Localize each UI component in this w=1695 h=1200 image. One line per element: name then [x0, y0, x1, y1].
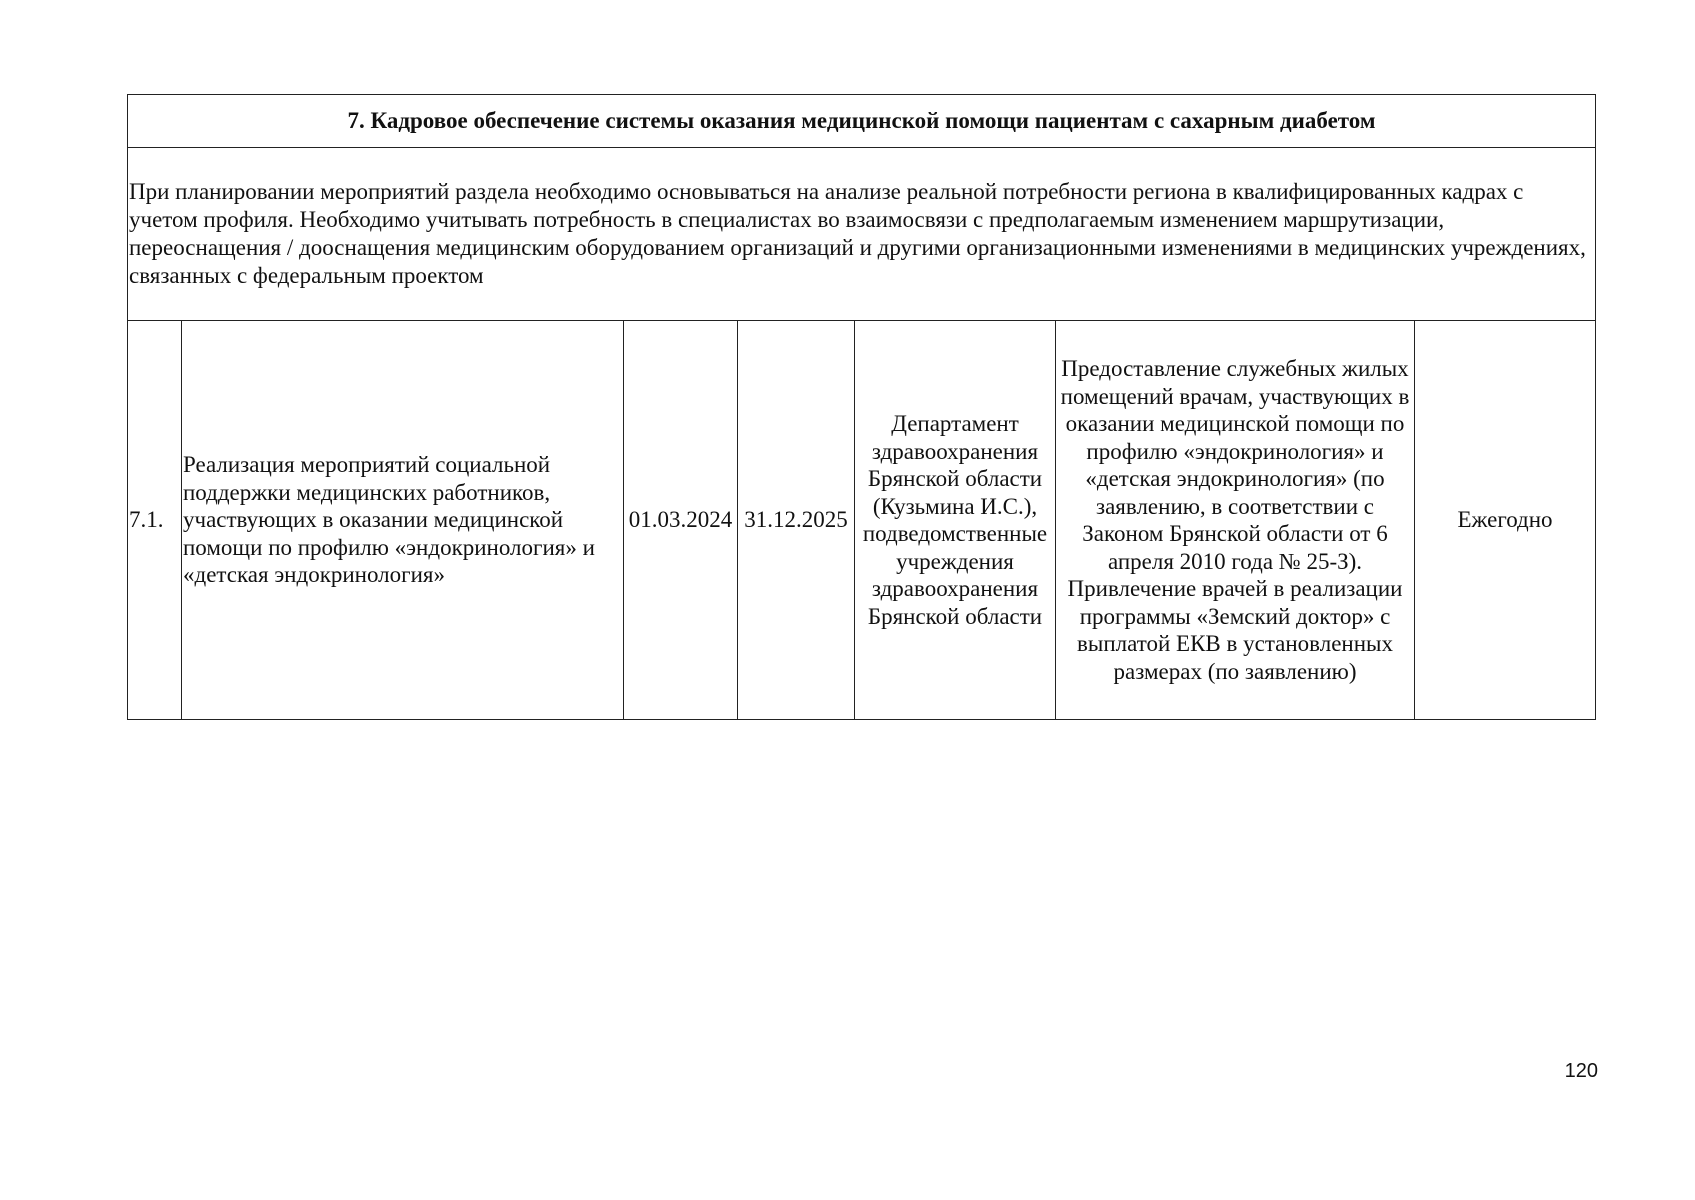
row-number: 7.1.	[128, 321, 182, 720]
expected-result: Предоставление служебных жилых помещений врачам, участвующих в оказании медицинской помощи по профилю «эндокринология» и «детская эндокринология» (по заявлению, в соответствии с Законом Брянской области от 6 апреля 2010 года № 25-З). Привлечение врачей в реализации программы «Земский доктор» с выплатой ЕКВ в установленных размерах (по заявлению)	[1056, 321, 1415, 720]
activity-name: Реализация мероприятий социальной поддержки медицинских работников, участвующих в оказании медицинской помощи по профилю «эндокринология» и «детская эндокринология»	[182, 321, 624, 720]
responsible-executor: Департамент здравоохранения Брянской области (Кузьмина И.С.), подведомственные учреждения здравоохранения Брянской области	[855, 321, 1056, 720]
plan-table	[127, 94, 1596, 720]
page-number: 120	[1564, 1060, 1598, 1082]
end-date: 31.12.2025	[738, 321, 855, 720]
section-note-cell	[128, 148, 1596, 321]
periodicity: Ежегодно	[1415, 321, 1596, 720]
start-date: 01.03.2024	[624, 321, 738, 720]
section-note: При планировании мероприятий раздела необходимо основываться на анализе реальной потребности региона в квалифицированных кадрах с учетом профиля. Необходимо учитывать потребность в специалистах во взаимосвязи с предполагаемым изменением маршрутизации, переоснащения / дооснащения медицинским оборудованием организаций и другими организационными изменениями в медицинских учреждениях, связанных с федеральным проектом	[129, 179, 1586, 288]
section-note-row	[128, 148, 1596, 321]
section-title: 7. Кадровое обеспечение системы оказания медицинской помощи пациентам с сахарным диабетом	[128, 95, 1596, 148]
section-title-row	[128, 95, 1596, 148]
table-row	[128, 321, 1596, 720]
